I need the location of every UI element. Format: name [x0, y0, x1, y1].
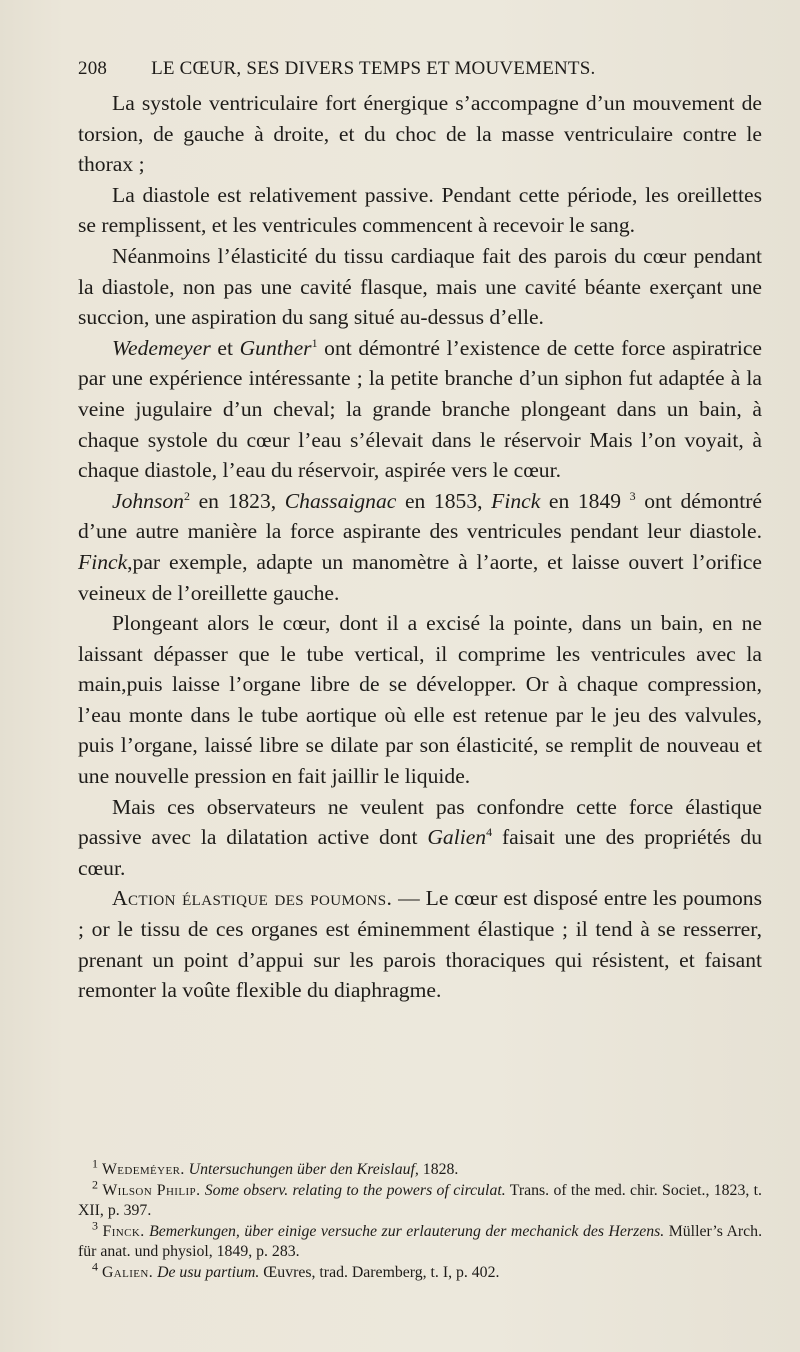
body-text	[78, 88, 762, 1006]
author-name: Wedemeyer	[112, 335, 211, 360]
text-run: ont démontré d’une autre manière la force aspirante des ventricules pendant leur diastole.	[78, 488, 762, 544]
footnote-author: Wedeméyer.	[101, 1161, 185, 1178]
paragraph-1: La systole ventriculaire fort énergique s’accompagne d’un mouvement de torsion, de gauche à droite, et du choc de la masse ventriculaire contre le thorax ;	[78, 91, 762, 177]
paragraph-3: Néanmoins l’élasticité du tissu cardiaque fait des parois du cœur pendant la diastole, non pas une cavité flasque, mais une cavité béante exerçant une succion, une aspiration du sang situé au-dessus d’elle.	[78, 243, 762, 330]
footnote-ref: 2	[183, 488, 190, 503]
footnote-title: Bemerkungen, über einige versuche zur erlauterung der mechanick des Herzens.	[149, 1222, 665, 1240]
footnote-details: Œuvres, trad. Daremberg, t. I, p. 402.	[259, 1263, 500, 1281]
footnote-author: Wilson Philip.	[102, 1181, 201, 1199]
paragraph-4	[78, 333, 762, 486]
footnote-details: Trans. of the med. chir. Societ., 1823, t. XII, p. 397.	[78, 1181, 762, 1219]
paragraph-5	[78, 486, 762, 608]
author-name: Galien	[427, 825, 487, 850]
footnotes	[78, 1156, 763, 1283]
section-heading: Action élastique des poumons.	[112, 886, 393, 911]
author-name: Gunther	[239, 335, 312, 360]
footnote	[78, 1259, 762, 1284]
paragraph-7	[78, 792, 762, 884]
running-title: LE CŒUR, SES DIVERS TEMPS ET MOUVEMENTS.	[151, 58, 596, 79]
author-name: Finck	[78, 549, 128, 574]
footnote	[78, 1156, 762, 1181]
page-header	[78, 58, 768, 80]
footnote-details: Müller’s Arch. für anat. und physiol, 1849, p. 283.	[78, 1222, 763, 1260]
text-run: — Le cœur est disposé entre les poumons ; or le tissu de ces organes est éminemment élastique ; il tend à se resserrer, prenant un point d’appui sur les parois thoraciques qui résistent, et faisant remonter la voûte flexible du diaphragme.	[78, 886, 762, 1003]
footnote-title: Some observ. relating to the powers of circulat.	[204, 1181, 506, 1199]
footnote-title: De usu partium.	[157, 1263, 260, 1281]
footnote-number: 1	[92, 1156, 98, 1171]
text-run: ont démontré l’existence de cette force aspiratrice par une expérience intéressante ; la petite branche d’un siphon fut adaptée à la veine jugulaire d’un cheval; la grande branche plongeant dans un bain, à chaque systole du cœur l’eau s’élevait dans le réservoir Mais l’on voyait, à chaque diastole, l’eau du réservoir, aspirée vers le cœur.	[78, 335, 762, 483]
text-run: en 1853,	[396, 488, 492, 513]
paragraph-6: Plongeant alors le cœur, dont il a excisé la pointe, dans un bain, en ne laissant dépasser que le tube vertical, il comprime les ventricules avec la main,puis laisse l’organe libre de se développer. Or à chaque compression, l’eau monte dans le tube aortique où elle est retenue par le jeu des valvules, puis l’organe, laissé libre se dilate par son élasticité, se remplit de nouveau et une nouvelle pression en fait jaillir le liquide.	[78, 611, 762, 789]
author-name: Finck	[491, 488, 541, 513]
paragraph-8	[78, 883, 762, 1005]
text-run: en 1823,	[189, 488, 285, 513]
footnote	[78, 1218, 763, 1263]
text-run: faisait une des propriétés du cœur.	[78, 825, 763, 880]
footnote-number: 4	[92, 1259, 98, 1274]
footnote-details: 1828.	[418, 1161, 459, 1178]
text-run: et	[210, 335, 240, 360]
footnote-ref: 3	[629, 488, 636, 503]
footnote-ref: 1	[311, 335, 318, 350]
footnote-ref: 4	[486, 825, 493, 840]
footnote-number: 2	[92, 1177, 98, 1192]
author-name: Chassaignac	[284, 488, 397, 513]
footnote	[78, 1177, 762, 1222]
author-name: Johnson	[112, 488, 184, 513]
page-number: 208	[78, 58, 108, 79]
text-run: en 1849	[540, 488, 630, 513]
footnote-author: Finck.	[102, 1222, 145, 1240]
footnote-title: Untersuchungen über den Kreislauf,	[188, 1161, 419, 1178]
footnote-author: Galien.	[101, 1263, 154, 1281]
paragraph-2: La diastole est relativement passive. Pendant cette période, les oreillettes se remplissent, et les ventricules commencent à recevoir le sang.	[78, 182, 762, 238]
text-run: Mais ces observateurs ne veulent pas confondre cette force élastique passive avec la dilatation active dont	[78, 794, 762, 850]
footnote-number: 3	[92, 1218, 98, 1233]
text-run: ,par exemple, adapte un manomètre à l’aorte, et laisse ouvert l’orifice veineux de l’oreillette gauche.	[78, 549, 762, 605]
